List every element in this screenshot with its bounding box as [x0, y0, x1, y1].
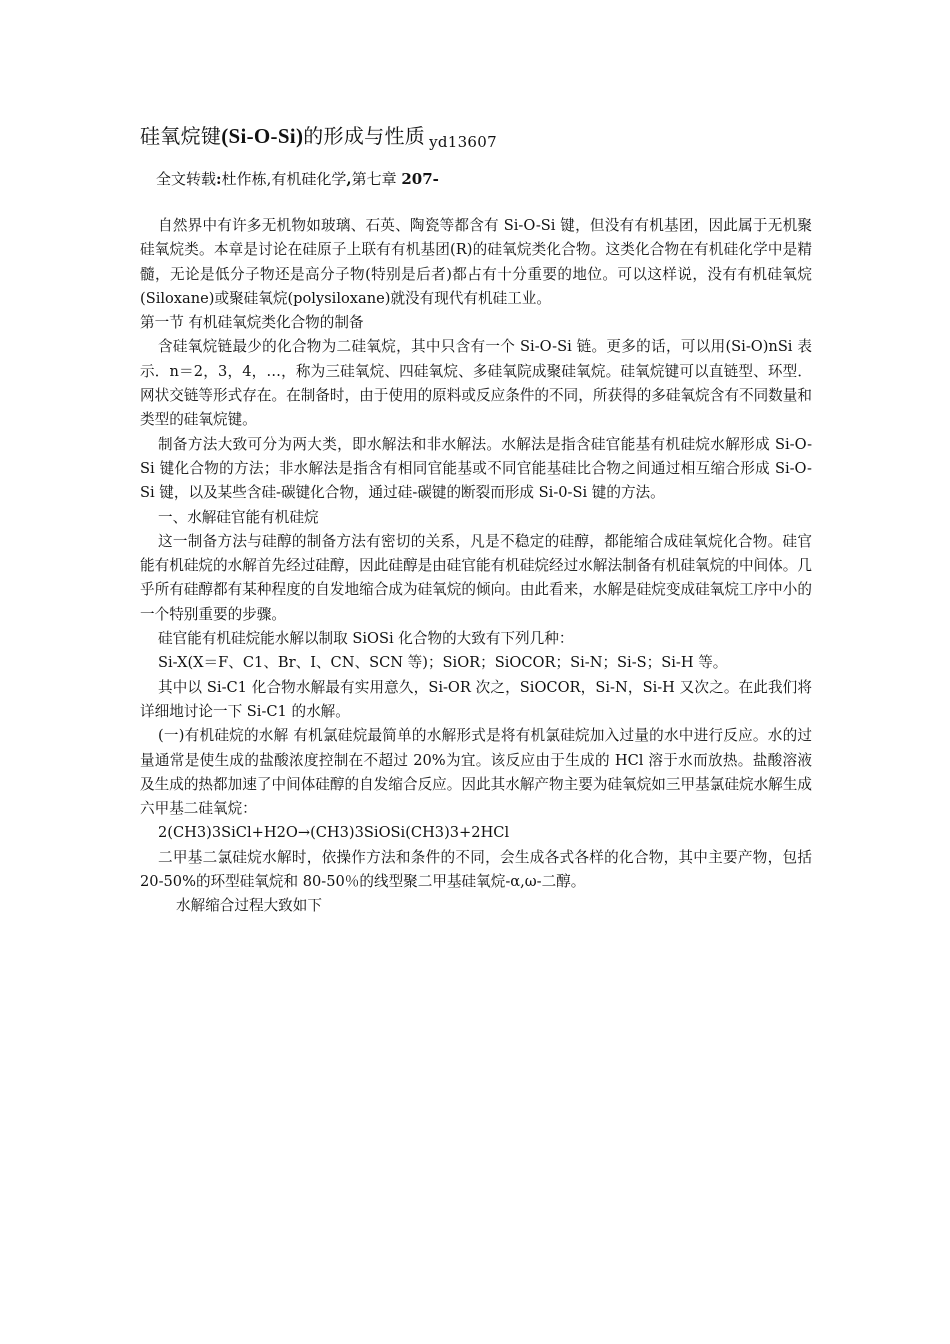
reaction-equation: 2(CH3)3SiCl+H2O→(CH3)3SiOSi(CH3)3+2HCl	[158, 824, 510, 842]
source-page: 207-	[401, 170, 439, 188]
source-prefix: 全文转载	[156, 170, 217, 188]
section-heading: 第一节 有机硅氧烷类化合物的制备	[140, 314, 364, 332]
paragraph-siloxane-chain: 含硅氧烷链最少的化合物为二硅氧烷，其中只含有一个 Si-O-Si 链。更多的话，可以用(Si-O)nSi 表示．n＝2，3，4，…，称为三硅氧烷、四硅氧烷、多硅氧院成聚硅氧烷。硅氧烷键可以直链型、环型．网状交链等形式存在。在制备时，由于使用的原料或反应条件的不同，所获得的多硅氧烷含有不同数量和类型的硅氧烷键。	[140, 338, 812, 429]
title-formula: (Si-O-Si)	[221, 124, 304, 148]
source-line	[156, 168, 439, 190]
paragraph-intro: 自然界中有许多无机物如玻璃、石英、陶瓷等都含有 Si-O-Si 键，但没有有机基团，因此属于无机聚硅氧烷类。本章是讨论在硅原子上联有有机基团(R)的硅氧烷类化合物。这类化合物在有机硅化学中是精髓，无论是低分子物还是高分子物(特别是后者)都占有十分重要的地位。可以这样说，没有有机硅氧烷(Siloxane)或聚硅氧烷(polysiloxane)就没有现代有机硅工业。	[140, 217, 812, 307]
paragraph-hydrolysis-list: Si-X(X＝F、C1、Br、I、CN、SCN 等)；SiOR；SiOCOR；Si-N；Si-S；Si-H 等。	[158, 654, 728, 672]
title-suffix: 的形成与性质	[303, 124, 426, 148]
page-title	[140, 121, 497, 153]
source-colon: :	[216, 170, 222, 188]
source-author-book: 杜作栋,有机硅化学	[221, 170, 347, 188]
source-comma: ,	[346, 170, 352, 188]
paragraph-process: 水解缩合过程大致如下	[176, 897, 322, 915]
subsection-heading: 一、水解硅官能有机硅烷	[158, 508, 319, 526]
paragraph-silanol: 这一制备方法与硅醇的制备方法有密切的关系，凡是不稳定的硅醇，都能缩合成硅氧烷化合物。硅官能有机硅烷的水解首先经过硅醇，因此硅醇是由硅官能有机硅烷经过水解法制备有机硅氧烷的中间体。几乎所有硅醇都有某种程度的自发地缩合成为硅氧烷的倾向。由此看来，水解是硅烷变成硅氧烷工序中小的一个特别重要的步骤。	[140, 532, 812, 623]
title-prefix: 硅氧烷键	[140, 124, 222, 148]
paragraph-methods: 制备方法大致可分为两大类，即水解法和非水解法。水解法是指含硅官能基有机硅烷水解形成 Si-O-Si 键化合物的方法；非水解法是指含有相同官能基或不同官能基硅比合物之间通过相互缩合形成 Si-O-Si 键，以及某些含硅-碳键化合物，通过硅-碳键的断裂而形成 Si-0-Si 键的方法。	[140, 435, 812, 502]
body-text	[140, 214, 812, 919]
paragraph-dimethyldichlorosilane: 二甲基二氯硅烷水解时，依操作方法和条件的不同，会生成各式各样的化合物，其中主要产物，包括 20-50%的环型硅氧烷和 80-50％的线型聚二甲基硅氧烷-α,ω-二醇。	[140, 848, 812, 891]
paragraph-sicl: 其中以 Si-C1 化合物水解最有实用意久，Si-OR 次之，SiOCOR，Si-N，Si-H 又次之。在此我们将详细地讨论一下 Si-C1 的水解。	[140, 678, 812, 720]
title-tag: yd13607	[429, 133, 497, 151]
paragraph-hydrolysis-types: 硅官能有机硅烷能水解以制取 SiOSi 化合物的大致有下列几种：	[158, 630, 574, 648]
source-chapter: 第七章	[351, 170, 397, 188]
paragraph-chlorosilane-hydrolysis: (一)有机硅烷的水解 有机氯硅烷最简单的水解形式是将有机氯硅烷加入过量的水中进行反应。水的过量通常是使生成的盐酸浓度控制在不超过 20%为宜。该反应由于生成的 HCl 溶于水而放热。盐酸溶液及生成的热都加速了中间体硅醇的自发缩合反应。因此其水解产物主要为硅氧烷如三甲基氯硅烷水解生成六甲基二硅氧烷：	[140, 727, 812, 818]
